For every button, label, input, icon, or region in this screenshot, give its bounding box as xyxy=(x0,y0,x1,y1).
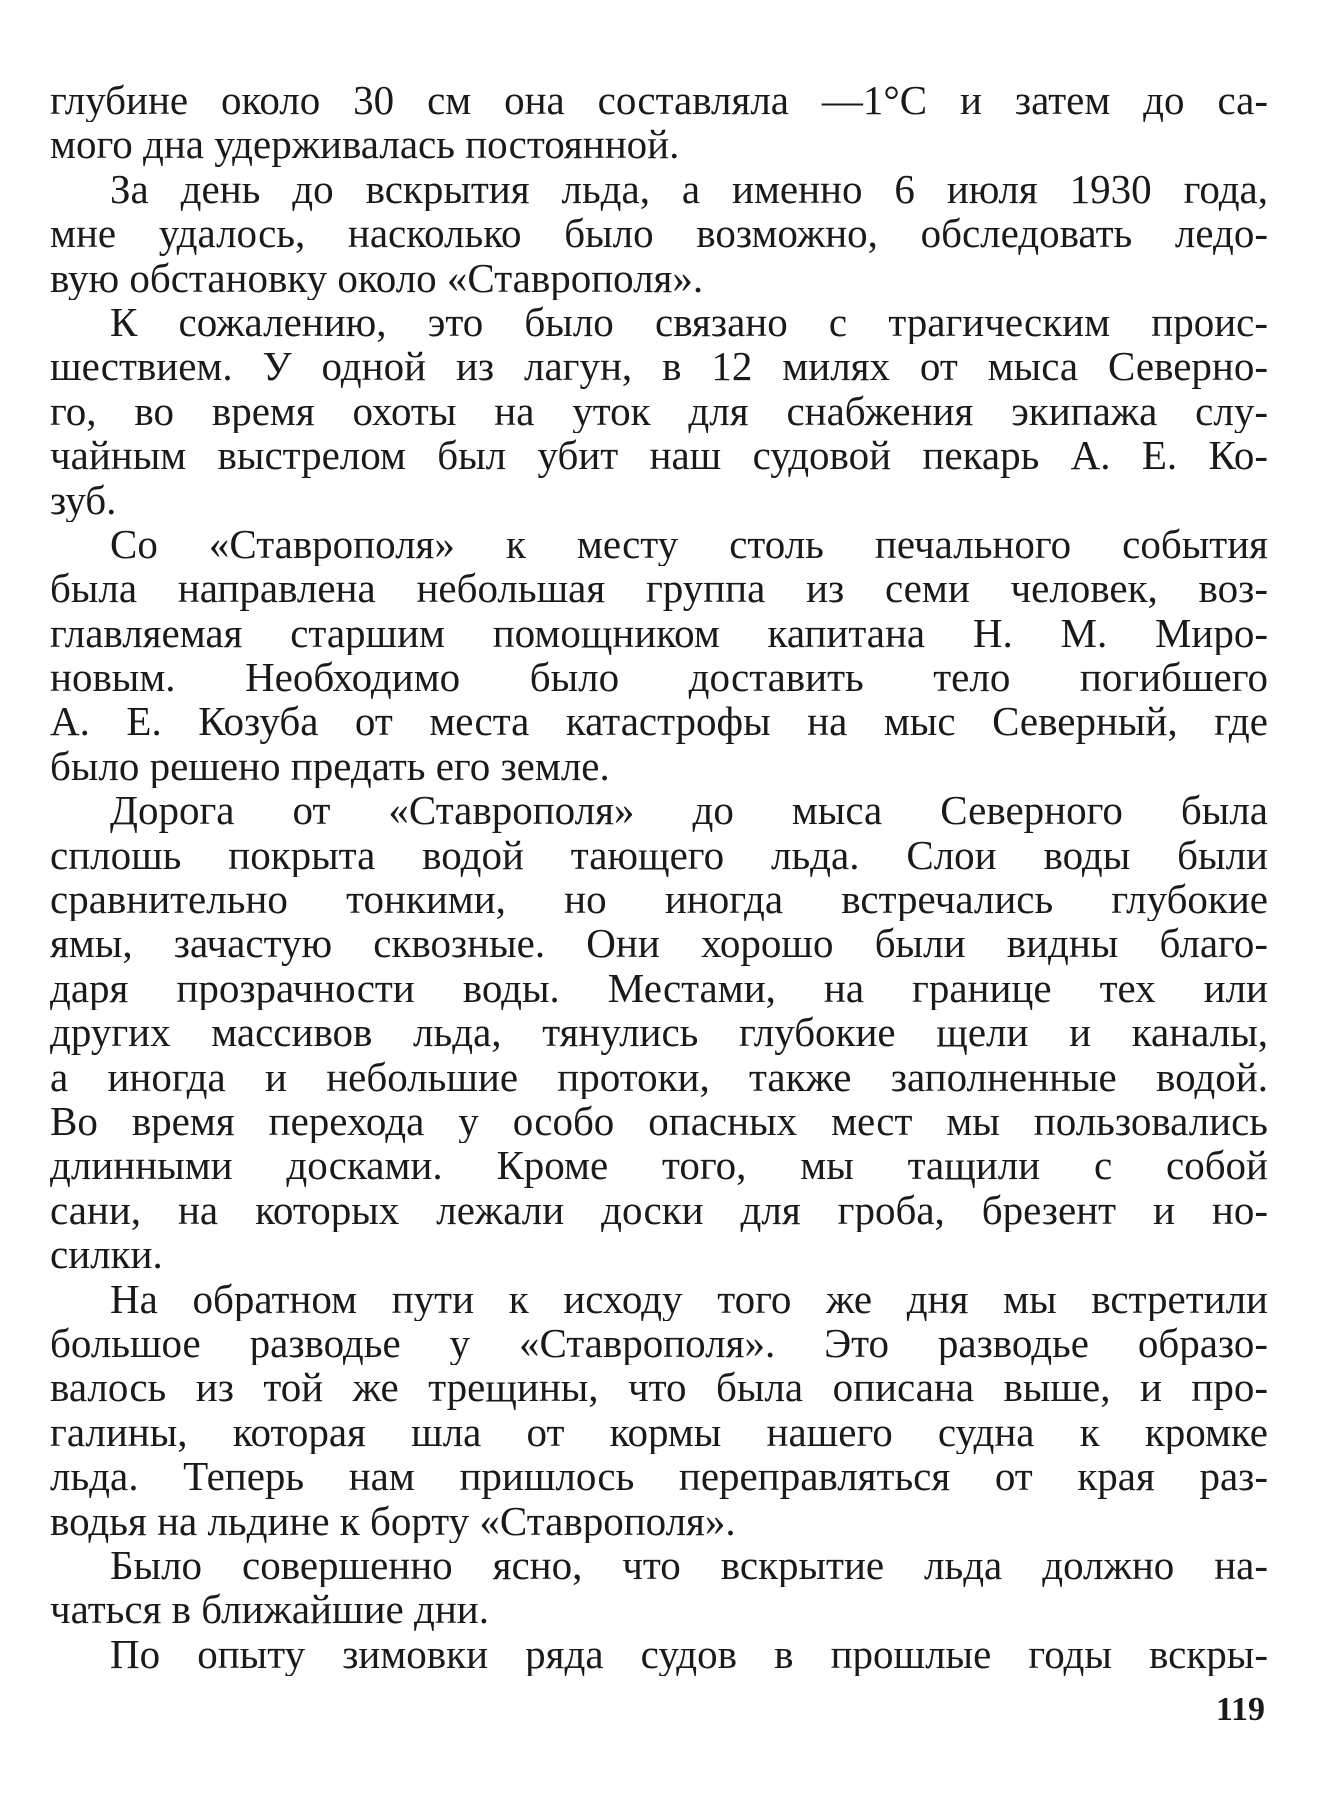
text-line: глубине около 30 см она составляла —1°C и затем до са- xyxy=(50,78,1268,123)
text-line: Во время перехода у особо опасных мест мы пользовались xyxy=(50,1098,1268,1144)
text-line: была направлена небольшая группа из семи человек, воз- xyxy=(50,566,1268,611)
text-line: а иногда и небольшие протоки, также заполненные водой. xyxy=(50,1054,1268,1099)
text-line: других массивов льда, тянулись глубокие щели и каналы, xyxy=(50,1010,1268,1055)
text-line: А. Е. Козуба от места катастрофы на мыс Северный, где xyxy=(50,699,1268,744)
text-line: сплошь покрыта водой тающего льда. Слои воды были xyxy=(50,832,1268,878)
text-line: сравнительно тонкими, но иногда встречались глубокие xyxy=(50,877,1268,922)
text-line: валось из той же трещины, что была описана выше, и про- xyxy=(50,1365,1268,1410)
text-line: го, во время охоты на уток для снабжения экипажа слу- xyxy=(50,388,1268,434)
text-line: главляемая старшим помощником капитана Н. М. Миро- xyxy=(50,610,1268,656)
text-line: мого дна удерживалась постоянной. xyxy=(50,122,680,167)
text-line: зуб. xyxy=(50,477,117,522)
text-line: новым. Необходимо было доставить тело погибшего xyxy=(50,655,1268,700)
text-line: За день до вскрытия льда, а именно 6 июля 1930 года, xyxy=(110,166,1268,212)
text-line: большое разводье у «Ставрополя». Это разводье образо- xyxy=(50,1320,1268,1366)
text-line: По опыту зимовки ряда судов в прошлые годы вскры- xyxy=(110,1631,1268,1677)
text-line: шествием. У одной из лагун, в 12 милях от мыса Северно- xyxy=(50,344,1268,389)
text-line: водья на льдине к борту «Ставрополя». xyxy=(50,1498,736,1543)
text-line: На обратном пути к исходу того же дня мы встретили xyxy=(110,1276,1268,1321)
text-line: Со «Ставрополя» к месту столь печального события xyxy=(110,521,1268,567)
text-line: галины, которая шла от кормы нашего судна к кромке xyxy=(50,1409,1268,1455)
page-number: 119 xyxy=(1215,1691,1265,1728)
text-line: чаться в ближайшие дни. xyxy=(50,1587,489,1632)
text-line: мне удалось, насколько было возможно, обследовать ледо- xyxy=(50,211,1268,256)
body-text xyxy=(50,78,1268,1676)
text-line: силки. xyxy=(50,1232,163,1277)
text-line: К сожалению, это было связано с трагическим проис- xyxy=(110,299,1268,345)
text-line: ямы, зачастую сквозные. Они хорошо были видны благо- xyxy=(50,921,1268,966)
text-line: льда. Теперь нам пришлось переправляться от края раз- xyxy=(50,1454,1268,1499)
text-line: вую обстановку около «Ставрополя». xyxy=(50,255,704,300)
text-line: Было совершенно ясно, что вскрытие льда должно на- xyxy=(110,1542,1268,1588)
text-line: Дорога от «Ставрополя» до мыса Северного была xyxy=(110,788,1268,833)
text-line: сани, на которых лежали доски для гроба, брезент и но- xyxy=(50,1187,1268,1233)
text-line: было решено предать его земле. xyxy=(50,743,610,789)
text-line: даря прозрачности воды. Местами, на границе тех или xyxy=(50,965,1268,1011)
text-line: чайным выстрелом был убит наш судовой пекарь А. Е. Ко- xyxy=(50,433,1268,478)
text-line: длинными досками. Кроме того, мы тащили с собой xyxy=(50,1143,1268,1188)
